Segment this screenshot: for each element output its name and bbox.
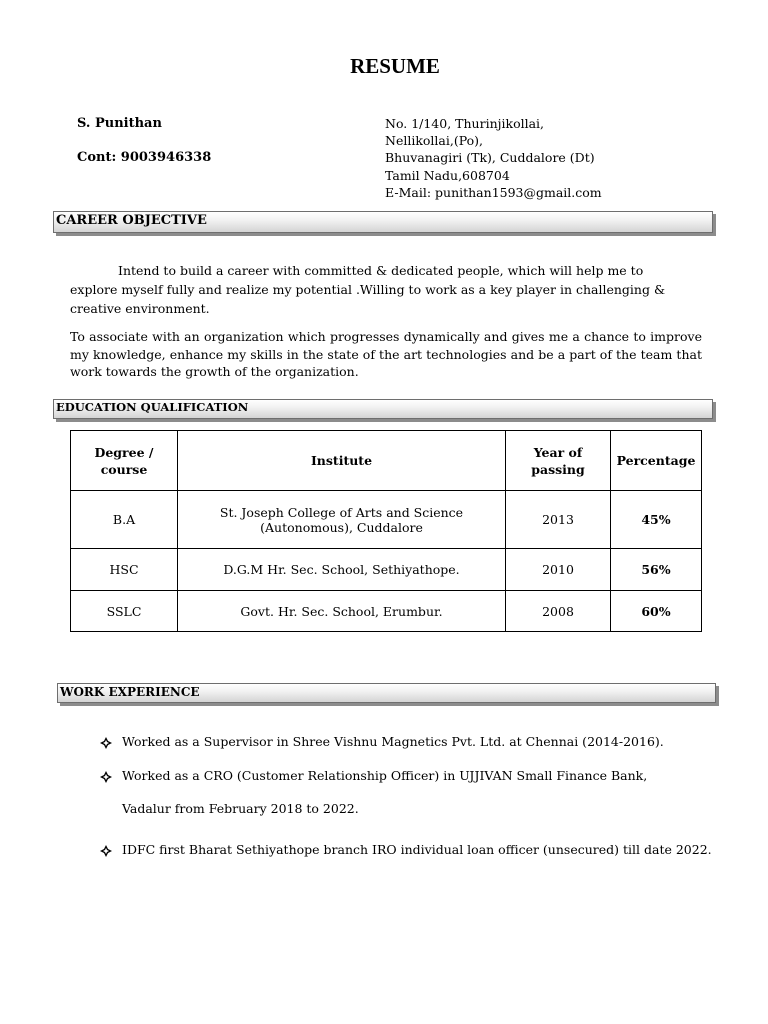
contact-number: Cont: 9003946338 <box>77 150 212 165</box>
objective-paragraph-2: To associate with an organization which progresses dynamically and gives me a chance to improve my knowledge, enhance my skills in the state of the art technologies and be a part of the team that work towards the growth of the organization. <box>70 329 702 379</box>
institute-line: (Autonomous), Cuddalore <box>260 519 423 535</box>
percentage-cell: 45% <box>611 491 702 549</box>
work-item: IDFC first Bharat Sethiyathope branch IRO individual loan officer (unsecured) till date 2022. <box>122 842 712 857</box>
year-cell: 2013 <box>506 491 611 549</box>
table-row <box>71 591 702 632</box>
email-line: E-Mail: punithan1593@gmail.com <box>385 184 602 200</box>
education-heading: EDUCATION QUALIFICATION <box>53 399 713 419</box>
objective-paragraph-line: creative environment. <box>70 301 210 316</box>
year-cell: 2010 <box>506 549 611 591</box>
year-cell: 2008 <box>506 591 611 632</box>
diamond-bullet-icon <box>100 771 112 783</box>
table-row <box>71 491 702 549</box>
header-year <box>506 431 611 491</box>
table-row <box>71 549 702 591</box>
work-item-continuation: Vadalur from February 2018 to 2022. <box>122 801 359 816</box>
header-degree-line: Degree / <box>94 444 154 460</box>
degree-cell: B.A <box>71 491 178 549</box>
work-item: Worked as a Supervisor in Shree Vishnu Magnetics Pvt. Ltd. at Chennai (2014-2016). <box>122 734 664 749</box>
address-line: No. 1/140, Thurinjikollai, <box>385 116 545 131</box>
diamond-bullet-icon <box>100 737 112 749</box>
header-degree-line: course <box>100 461 148 477</box>
page-title: RESUME <box>350 54 440 78</box>
header-year-line: Year of <box>533 444 583 460</box>
institute-cell <box>178 491 506 549</box>
address-line: Bhuvanagiri (Tk), Cuddalore (Dt) <box>385 150 595 166</box>
institute-cell: Govt. Hr. Sec. School, Erumbur. <box>178 591 506 632</box>
work-experience-heading: WORK EXPERIENCE <box>57 683 716 703</box>
header-institute: Institute <box>178 431 506 491</box>
header-year-line: passing <box>531 461 585 477</box>
degree-cell: SSLC <box>71 591 178 632</box>
institute-cell: D.G.M Hr. Sec. School, Sethiyathope. <box>178 549 506 591</box>
work-item: Worked as a CRO (Customer Relationship Officer) in UJJIVAN Small Finance Bank, <box>122 768 648 783</box>
percentage-cell: 60% <box>611 591 702 632</box>
candidate-name: S. Punithan <box>77 116 162 131</box>
education-table <box>70 430 702 632</box>
career-objective-heading: CAREER OBJECTIVE <box>53 211 713 233</box>
percentage-cell: 56% <box>611 549 702 591</box>
header-percentage: Percentage <box>611 431 702 491</box>
objective-paragraph-line: explore myself fully and realize my potential .Willing to work as a key player in challenging & <box>70 282 666 297</box>
address-line: Tamil Nadu,608704 <box>385 167 510 183</box>
header-degree <box>71 431 178 491</box>
objective-paragraph-line: Intend to build a career with committed & dedicated people, which will help me to <box>118 263 644 278</box>
diamond-bullet-icon <box>100 845 112 857</box>
address-line: Nellikollai,(Po), <box>385 133 484 149</box>
table-header-row <box>71 431 702 491</box>
address-block <box>385 115 602 201</box>
institute-line: St. Joseph College of Arts and Science <box>219 504 464 520</box>
degree-cell: HSC <box>71 549 178 591</box>
